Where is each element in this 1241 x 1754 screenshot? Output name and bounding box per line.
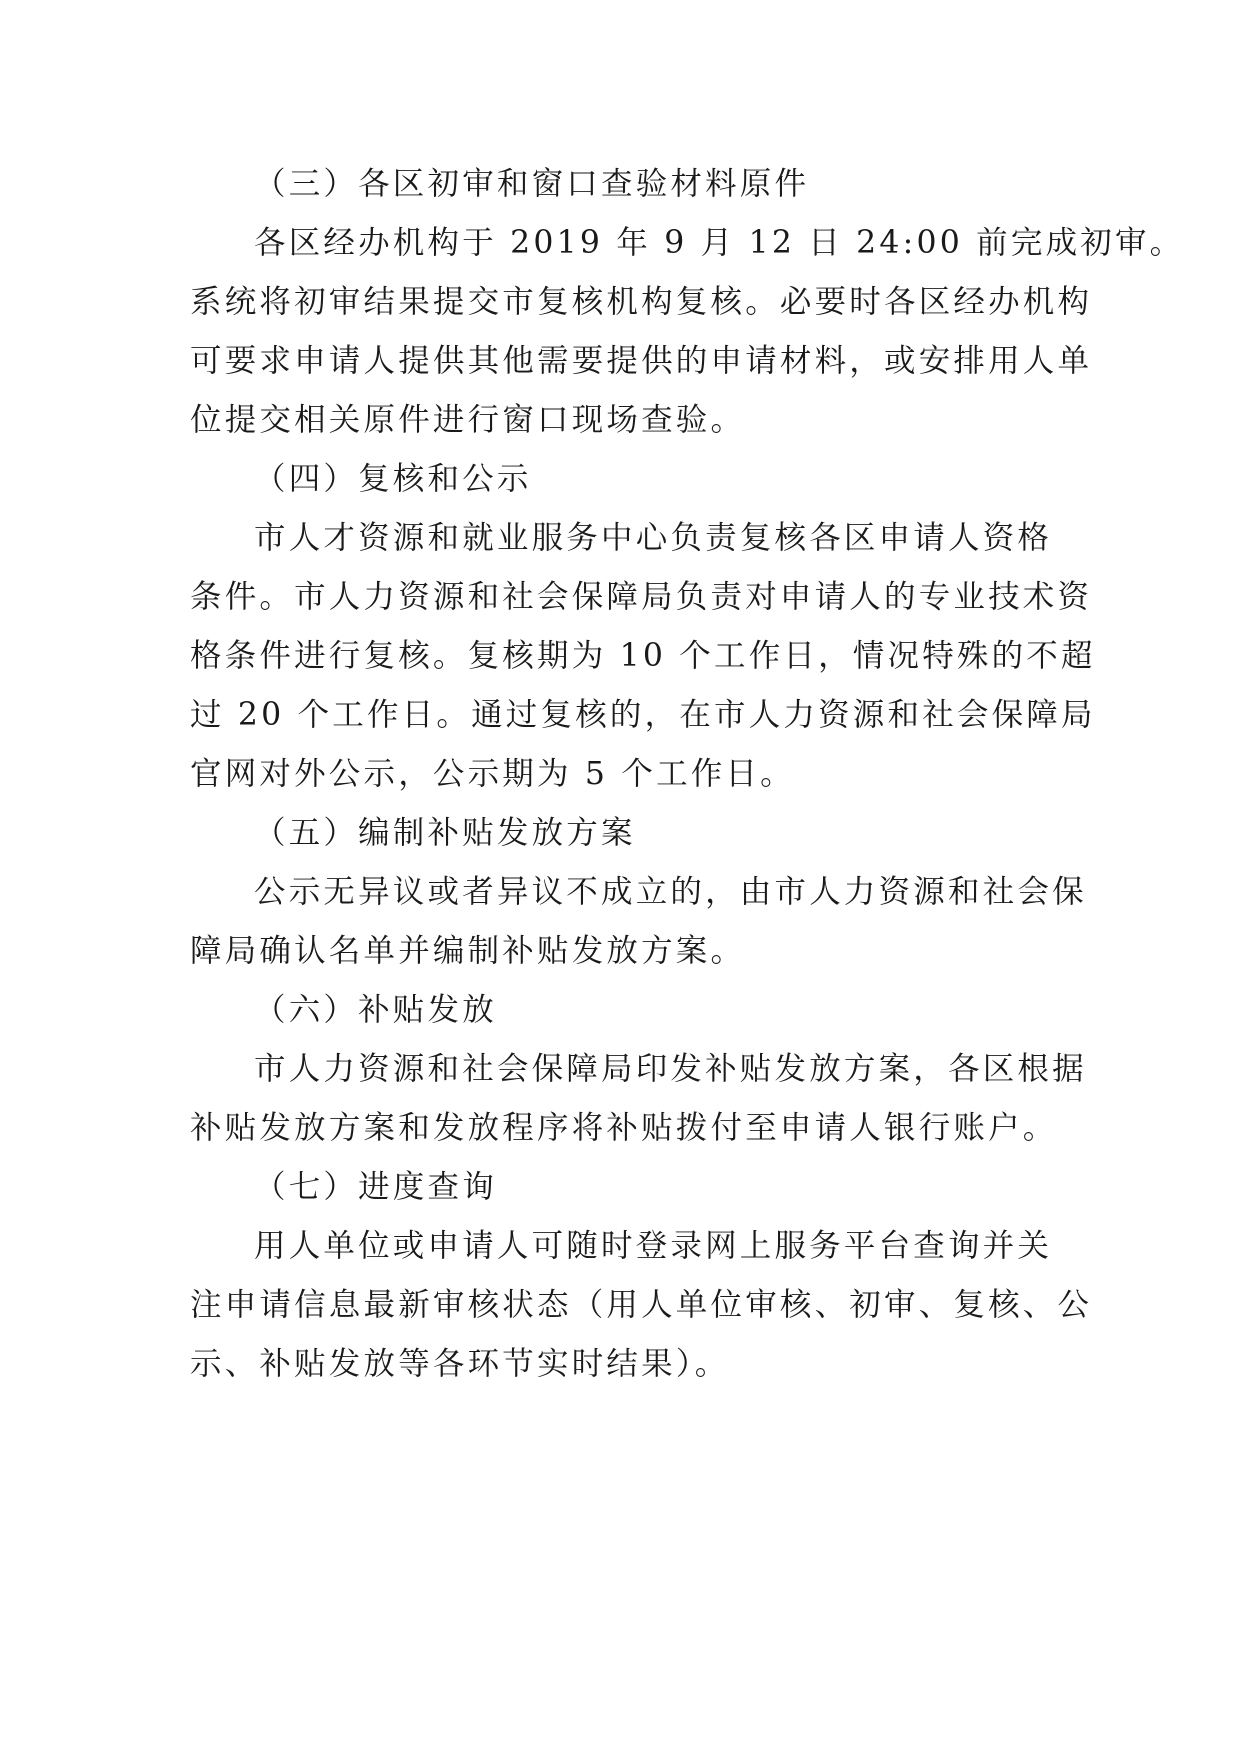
paragraph-line: 官网对外公示，公示期为 5 个工作日。 [190,756,795,792]
paragraph-line: 市人力资源和社会保障局印发补贴发放方案，各区根据 [254,1051,1087,1087]
section-heading-6: （六）补贴发放 [254,992,497,1028]
paragraph-line: 可要求申请人提供其他需要提供的申请材料，或安排用人单 [190,343,1093,379]
paragraph-line: 过 20 个工作日。通过复核的，在市人力资源和社会保障局 [190,697,1096,733]
paragraph-line: 市人才资源和就业服务中心负责复核各区申请人资格 [254,520,1053,556]
section-paragraph-5 [190,863,1087,981]
section-paragraph-7 [190,1217,1093,1394]
section-paragraph-6 [190,1040,1087,1158]
paragraph-line: 条件。市人力资源和社会保障局负责对申请人的专业技术资 [190,579,1093,615]
paragraph-line: 障局确认名单并编制补贴发放方案。 [190,933,746,969]
section-heading-3: （三）各区初审和窗口查验材料原件 [254,166,810,202]
paragraph-line: 格条件进行复核。复核期为 10 个工作日，情况特殊的不超 [190,638,1096,674]
paragraph-line: 各区经办机构于 2019 年 9 月 12 日 24:00 前完成初审。 [254,225,1185,261]
section-heading-4: （四）复核和公示 [254,461,532,497]
paragraph-line: 用人单位或申请人可随时登录网上服务平台查询并关 [254,1228,1053,1264]
paragraph-line: 位提交相关原件进行窗口现场查验。 [190,402,746,438]
paragraph-line: 系统将初审结果提交市复核机构复核。必要时各区经办机构 [190,284,1093,320]
section-paragraph-4 [190,509,1096,804]
paragraph-line: 示、补贴发放等各环节实时结果）。 [190,1346,730,1382]
section-paragraph-3 [190,214,1185,450]
section-heading-7: （七）进度查询 [254,1169,497,1205]
section-heading-5: （五）编制补贴发放方案 [254,815,636,851]
paragraph-line: 注申请信息最新审核状态（用人单位审核、初审、复核、公 [190,1287,1093,1323]
paragraph-line: 公示无异议或者异议不成立的，由市人力资源和社会保 [254,874,1087,910]
document-body [190,155,1185,1394]
paragraph-line: 补贴发放方案和发放程序将补贴拨付至申请人银行账户。 [190,1110,1058,1146]
